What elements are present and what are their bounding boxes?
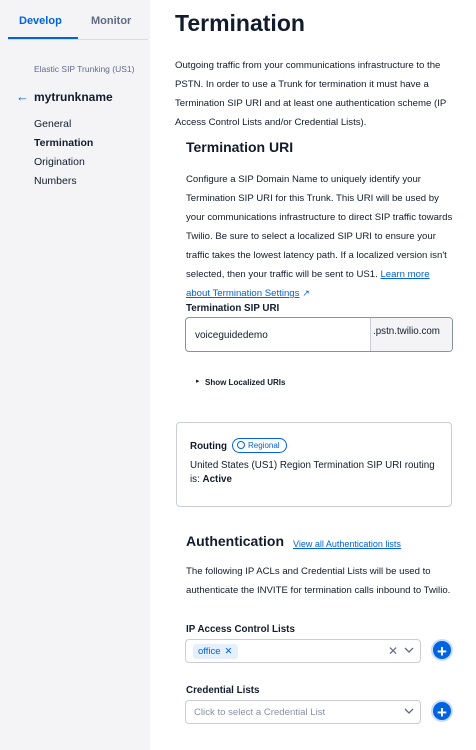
credential-list-placeholder: Click to select a Credential List (194, 707, 326, 718)
external-link-icon[interactable]: ↗ (302, 288, 310, 298)
termination-uri-heading: Termination URI (186, 139, 294, 155)
ip-acl-label: IP Access Control Lists (186, 624, 295, 635)
credential-lists-label: Credential Lists (186, 685, 260, 696)
show-localized-uris[interactable]: Show Localized URIs (205, 378, 286, 387)
selected-acl-pill (193, 644, 238, 659)
routing-status-value: Active (202, 474, 232, 485)
chevron-down-icon[interactable] (404, 644, 414, 656)
sip-uri-label: Termination SIP URI (186, 303, 280, 314)
back-arrow-icon[interactable]: ← (16, 89, 29, 104)
view-all-auth-lists-link[interactable]: View all Authentication lists (293, 539, 401, 549)
sip-uri-suffix: .pstn.twilio.com (370, 318, 452, 351)
routing-card (176, 422, 452, 507)
regional-badge (232, 438, 287, 453)
termination-uri-description-text: Configure a SIP Domain Name to uniquely identify your Termination SIP URI for this Trunk. This URI will be used by your communications infrastructure to direct SIP traffic towards Twilio. Be sure to select a localized SIP URI to ensure your traffic takes the lowest latency path. If a localized version isn't selected, then your traffic will be sent to US1. (186, 174, 453, 280)
ip-acl-select[interactable] (185, 639, 421, 663)
routing-label: Routing (190, 441, 227, 452)
regional-badge-label: Regional (248, 441, 280, 450)
breadcrumb[interactable]: Elastic SIP Trunking (US1) (34, 64, 135, 74)
sidebar-item-numbers[interactable]: Numbers (34, 175, 77, 187)
main-content (150, 0, 476, 750)
routing-status-text (190, 459, 440, 487)
sidebar-item-origination[interactable]: Origination (34, 156, 85, 168)
sidebar-tabs (4, 0, 144, 40)
routing-status-prefix: United States (US1) Region Termination SIP URI routing is: (190, 460, 435, 485)
trunk-name: mytrunkname (34, 90, 113, 104)
authentication-description: The following IP ACLs and Credential Lists will be used to authenticate the INVITE for termination calls inbound to Twilio. (186, 566, 451, 596)
selected-acl-label: office (198, 646, 221, 657)
clear-icon[interactable]: ✕ (388, 644, 399, 658)
sidebar (0, 0, 150, 750)
learn-more-label[interactable]: Learn more about Termination Settings (186, 269, 430, 299)
sip-uri-input-group (185, 317, 453, 352)
credential-list-select[interactable] (185, 700, 421, 724)
tab-develop[interactable]: Develop (19, 15, 62, 27)
sip-uri-input[interactable]: voiceguidedemo (195, 330, 268, 341)
remove-pill-icon[interactable]: ✕ (224, 646, 233, 657)
intro-text: Outgoing traffic from your communications infrastructure to the PSTN. In order to use a Trunk for termination it must have a Termination SIP URI and at least one authentication scheme (IP Access Control Lists and/or Credential Lists). (175, 60, 447, 128)
page-title: Termination (175, 10, 305, 36)
tab-monitor[interactable]: Monitor (91, 15, 132, 27)
disclosure-triangle-icon[interactable]: ▸ (196, 378, 200, 385)
add-ip-acl-button[interactable]: + (431, 639, 453, 661)
chevron-down-icon[interactable] (404, 705, 414, 717)
sidebar-item-general[interactable]: General (34, 118, 72, 130)
globe-icon (237, 441, 245, 449)
add-credential-list-button[interactable]: + (431, 700, 453, 722)
sidebar-item-termination[interactable]: Termination (34, 137, 94, 149)
termination-uri-description (186, 170, 456, 303)
tabs-divider (8, 39, 148, 40)
authentication-heading: Authentication (186, 533, 284, 549)
